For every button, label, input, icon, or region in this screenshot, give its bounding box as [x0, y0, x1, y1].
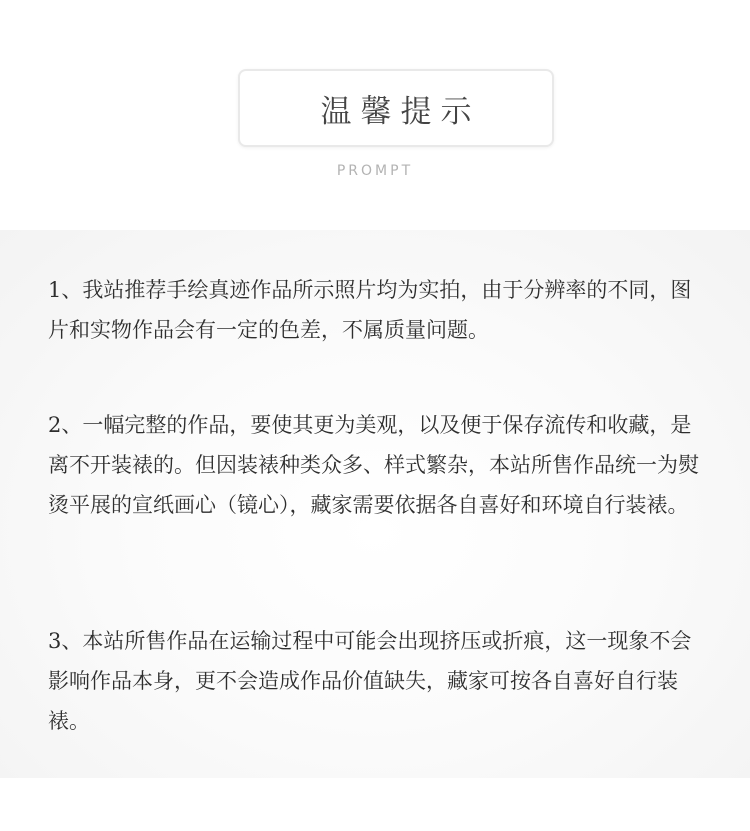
notice-content — [0, 230, 750, 778]
header-section — [0, 0, 750, 230]
page-title: 温馨提示 — [320, 93, 481, 130]
page-subtitle: PROMPT — [336, 163, 414, 179]
notice-paragraph-2: 2、一幅完整的作品，要使其更为美观，以及便于保存流传和收藏，是离不开装裱的。但因装裱种类众多、样式繁杂，本站所售作品统一为熨烫平展的宣纸画心（镜心），藏家需要依据各自喜好和环境自行装裱。 — [48, 413, 699, 517]
notice-paragraph-1: 1、我站推荐手绘真迹作品所示照片均为实拍，由于分辨率的不同，图片和实物作品会有一定的色差，不属质量问题。 — [48, 278, 692, 342]
footer-spacer — [0, 778, 750, 831]
title-box — [238, 69, 554, 147]
notice-paragraph-3: 3、本站所售作品在运输过程中可能会出现挤压或折痕，这一现象不会影响作品本身，更不会造成作品价值缺失，藏家可按各自喜好自行装裱。 — [48, 629, 692, 733]
